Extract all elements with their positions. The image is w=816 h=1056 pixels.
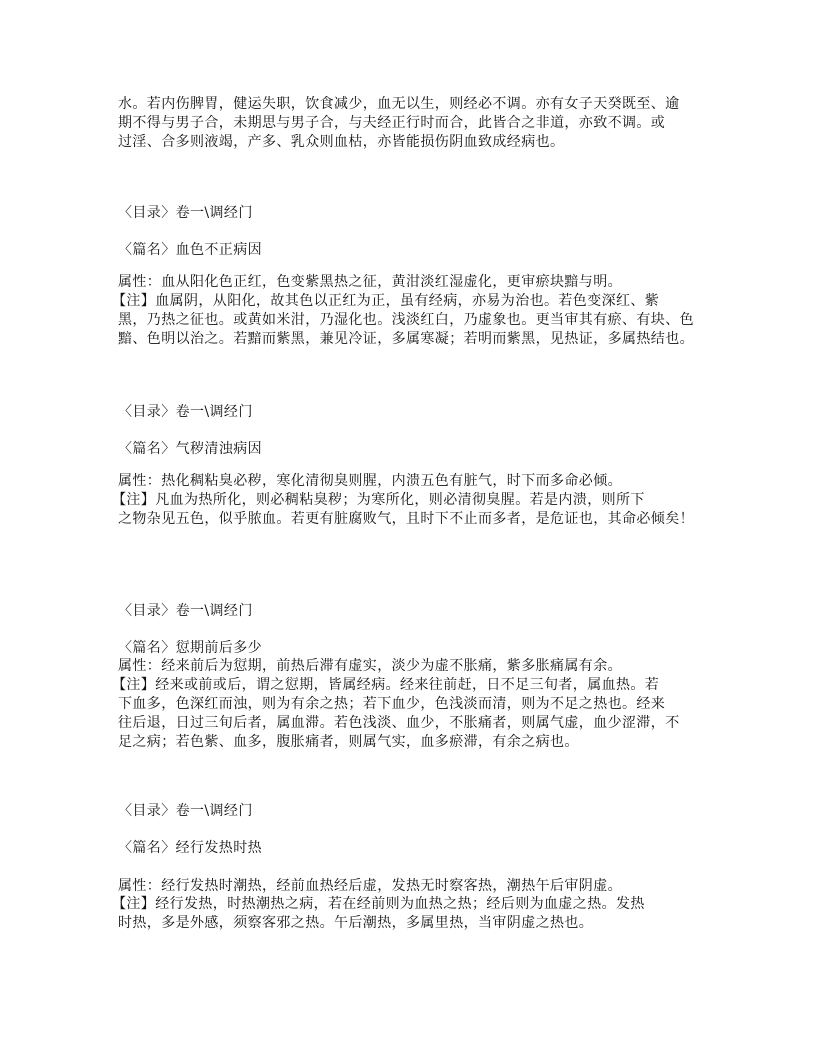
section-note-line: 【注】凡血为热所化，则必稠粘臭秽；为寒所化，则必清彻臭腥。若是内溃，则所下 [112,492,645,508]
section-note-line: 【注】血属阴，从阳化，故其色以正红为正，虽有经病，亦易为治也。若色变深红、紫 [112,293,660,309]
section-catalog: 〈目录〉卷一\调经门 [118,603,253,619]
intro-line: 过淫、合多则液竭，产多、乳众则血枯，亦皆能损伤阴血致成经病也。 [118,134,565,150]
intro-line: 水。若内伤脾胃，健运失职，饮食减少，血无以生，则经必不调。亦有女子天癸既至、逾 [118,96,680,112]
section-catalog: 〈目录〉卷一\调经门 [118,803,253,819]
section-catalog: 〈目录〉卷一\调经门 [118,404,253,420]
section-title: 〈篇名〉愆期前后多少 [118,640,262,656]
section-note-line: 黯、色明以治之。若黯而紫黑，兼见冷证，多属寒凝；若明而紫黑，见热证，多属热结也。 [118,331,694,347]
section-note-line: 往后退，日过三旬后者，属血滞。若色浅淡、血少，不胀痛者，则属气虚，血少涩滞，不 [118,715,680,731]
section-attr: 属性：血从阳化色正红，色变紫黑热之征，黄泔淡红湿虚化，更审瘀块黯与明。 [118,274,622,290]
section-title: 〈篇名〉经行发热时热 [118,840,262,856]
section-note-line: 黑，乃热之征也。或黄如米泔，乃湿化也。浅淡红白，乃虚象也。更当审其有瘀、有块、色 [118,312,694,328]
section-note-line: 下血多，色深红而浊，则为有余之热；若下血少，色浅淡而清，则为不足之热也。经来 [118,696,666,712]
section-catalog: 〈目录〉卷一\调经门 [118,205,253,221]
section-attr: 属性：经行发热时潮热，经前血热经后虚，发热无时察客热，潮热午后审阴虚。 [118,878,622,894]
section-note-line: 时热，多是外感，须察客邪之热。午后潮热，多属里热，当审阴虚之热也。 [118,915,594,931]
section-title: 〈篇名〉气秽清浊病因 [118,441,262,457]
section-attr: 属性：热化稠粘臭必秽，寒化清彻臭则腥，内溃五色有脏气，时下而多命必倾。 [118,473,622,489]
section-note-line: 足之病；若色紫、血多，腹胀痛者，则属气实，血多瘀滞，有余之病也。 [118,734,579,750]
section-note-line: 之物杂见五色，似乎脓血。若更有脏腐败气，且时下不止而多者，是危证也，其命必倾矣！ [118,511,694,527]
intro-line: 期不得与男子合，未期思与男子合，与夫经正行时而合，此皆合之非道，亦致不调。或 [118,115,666,131]
section-attr: 属性：经来前后为愆期，前热后滞有虚实，淡少为虚不胀痛，紫多胀痛属有余。 [118,658,622,674]
section-note-line: 【注】经行发热，时热潮热之病，若在经前则为血热之热；经后则为血虚之热。发热 [112,896,645,912]
section-title: 〈篇名〉血色不正病因 [118,242,262,258]
section-note-line: 【注】经来或前或后，谓之愆期，皆属经病。经来往前赶，日不足三旬者，属血热。若 [112,677,660,693]
